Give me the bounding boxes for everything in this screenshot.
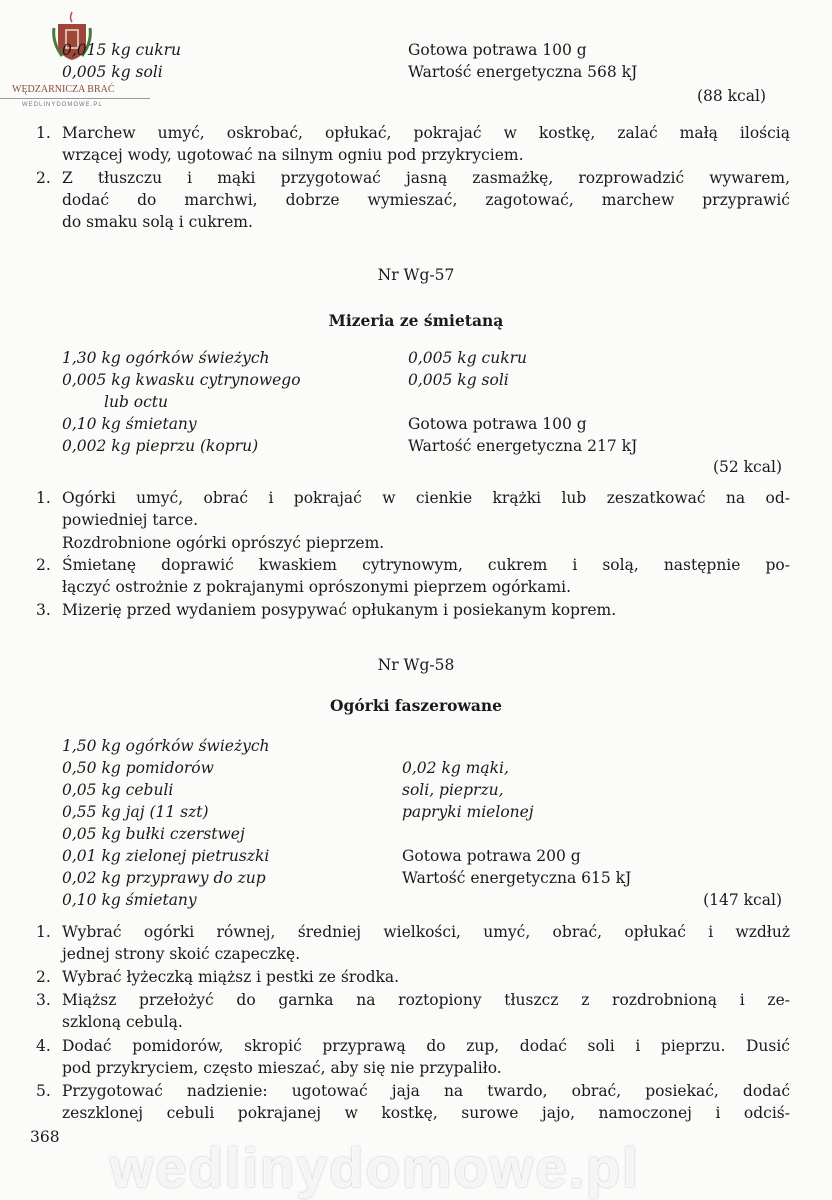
step-number: 2. xyxy=(36,556,51,574)
ingredient: 0,05 kg bułki czerstwej xyxy=(62,825,245,843)
ingredient: 0,10 kg śmietany xyxy=(62,891,197,909)
logo-url-text: WEDLINYDOMOWE.PL xyxy=(22,102,103,108)
recipe-number: Nr Wg-57 xyxy=(377,266,455,284)
step-line: Przygotować nadzienie: ugotować jaja na twardo, obrać, posiekać, dodać xyxy=(62,1082,790,1100)
step-line: szkloną cebulą. xyxy=(62,1013,183,1031)
ingredient: 0,005 kg kwasku cytrynowego xyxy=(62,371,301,389)
step-number: 1. xyxy=(36,923,51,941)
energy: Wartość energetyczna 615 kJ xyxy=(402,869,632,887)
step-line: pod przykryciem, często mieszać, aby się nie przypaliło. xyxy=(62,1059,502,1077)
ingredient: 0,005 kg cukru xyxy=(408,349,527,367)
ingredient: 0,02 kg mąki, xyxy=(402,759,509,777)
step-line: Wybrać ogórki równej, średniej wielkości, umyć, obrać, opłukać i wzdłuż xyxy=(62,923,790,941)
energy: Wartość energetyczna 217 kJ xyxy=(408,437,638,455)
step-line: Mizerię przed wydaniem posypywać opłukanym i posiekanym koprem. xyxy=(62,601,617,619)
page-number: 368 xyxy=(30,1128,60,1146)
step-number: 3. xyxy=(36,991,51,1009)
ingredient: 0,02 kg przyprawy do zup xyxy=(62,869,266,887)
energy: Wartość energetyczna 568 kJ xyxy=(408,63,638,81)
step-line: Miąższ przełożyć do garnka na roztopiony tłuszcz z rozdrobnioną i ze- xyxy=(62,991,790,1009)
step-number: 2. xyxy=(36,968,51,986)
step-line: Dodać pomidorów, skropić przyprawą do zup, dodać soli i pieprzu. Dusić xyxy=(62,1037,790,1055)
ingredient: 0,50 kg pomidorów xyxy=(62,759,214,777)
kcal: (52 kcal) xyxy=(712,458,782,476)
step-line: Wybrać łyżeczką miąższ i pestki ze środka. xyxy=(62,968,400,986)
step-line: Śmietanę doprawić kwaskiem cytrynowym, cukrem i solą, następnie po- xyxy=(62,556,790,574)
yield: Gotowa potrawa 100 g xyxy=(408,415,587,433)
kcal: (88 kcal) xyxy=(696,87,766,105)
step-line: jednej strony skoić czapeczkę. xyxy=(62,945,301,963)
ingredient: 0,015 kg cukru xyxy=(62,41,181,59)
step-line: łączyć ostrożnie z pokrajanymi oprószonymi pieprzem ogórkami. xyxy=(62,578,572,596)
ingredient: 0,05 kg cebuli xyxy=(62,781,174,799)
step-line: Rozdrobnione ogórki oprószyć pieprzem. xyxy=(62,534,385,552)
step-number: 5. xyxy=(36,1082,51,1100)
ingredient: soli, pieprzu, xyxy=(402,781,504,799)
step-line: Ogórki umyć, obrać i pokrajać w cienkie krążki lub zeszatkować na od- xyxy=(62,489,790,507)
ingredient: 0,10 kg śmietany xyxy=(62,415,197,433)
ingredient: 0,55 kg jaj (11 szt) xyxy=(62,803,209,821)
step-number: 3. xyxy=(36,601,51,619)
yield: Gotowa potrawa 100 g xyxy=(408,41,587,59)
step-line: powiedniej tarce. xyxy=(62,511,199,529)
ingredient: 1,30 kg ogórków świeżych xyxy=(62,349,270,367)
ingredient: 0,002 kg pieprzu (kopru) xyxy=(62,437,259,455)
step-line: wrzącej wody, ugotować na silnym ogniu pod przykryciem. xyxy=(62,146,524,164)
step-number: 4. xyxy=(36,1037,51,1055)
ingredient: lub octu xyxy=(104,393,169,411)
step-number: 1. xyxy=(36,489,51,507)
ingredient: 0,01 kg zielonej pietruszki xyxy=(62,847,270,865)
step-line: Marchew umyć, oskrobać, opłukać, pokrajać w kostkę, zalać małą ilością xyxy=(62,124,790,142)
step-line: Z tłuszczu i mąki przygotować jasną zasmażkę, rozprowadzić wywarem, xyxy=(62,169,790,187)
logo-brand-text: WĘDZARNICZA BRAĆ xyxy=(12,84,115,95)
step-number: 1. xyxy=(36,124,51,142)
step-number: 2. xyxy=(36,169,51,187)
recipe-title: Ogórki faszerowane xyxy=(330,696,502,715)
step-line: do smaku solą i cukrem. xyxy=(62,213,253,231)
logo-divider xyxy=(0,98,150,99)
recipe-title: Mizeria ze śmietaną xyxy=(328,311,504,330)
ingredient: 0,005 kg soli xyxy=(62,63,163,81)
step-line: dodać do marchwi, dobrze wymieszać, zagotować, marchew przyprawić xyxy=(62,191,790,209)
kcal: (147 kcal) xyxy=(703,891,782,909)
step-line: zeszklonej cebuli pokrajanej w kostkę, surowe jajo, namoczonej i odciś- xyxy=(62,1104,790,1122)
recipe-number: Nr Wg-58 xyxy=(377,656,455,674)
ingredient: 1,50 kg ogórków świeżych xyxy=(62,737,270,755)
yield: Gotowa potrawa 200 g xyxy=(402,847,581,865)
ingredient: papryki mielonej xyxy=(402,803,534,821)
watermark: wedlinydomowe.pl xyxy=(110,1136,640,1199)
ingredient: 0,005 kg soli xyxy=(408,371,509,389)
